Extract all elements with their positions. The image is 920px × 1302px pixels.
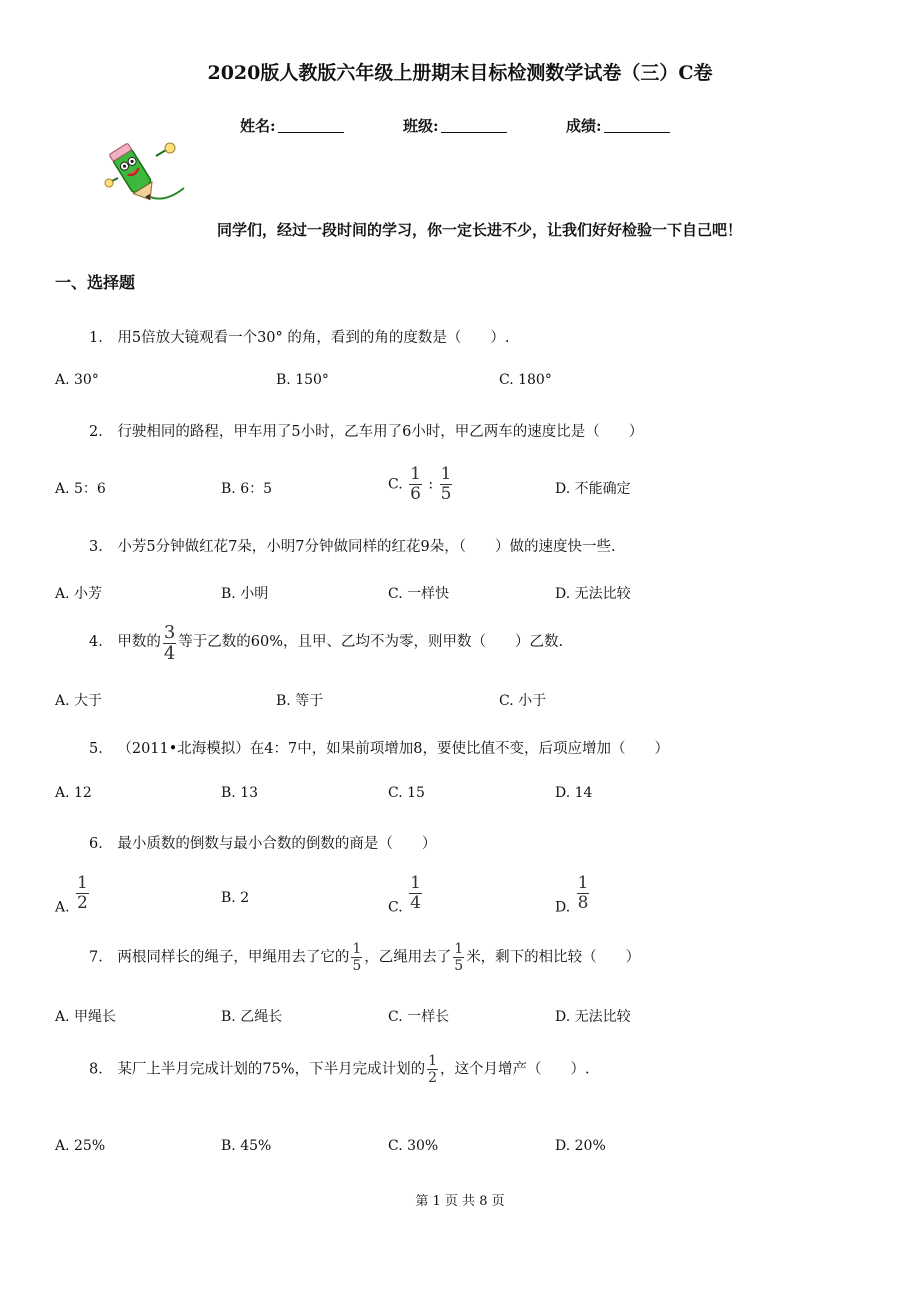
q7-option-d[interactable]: D. 无法比较 — [555, 1009, 631, 1025]
q6-option-d[interactable] — [555, 875, 591, 916]
q3-option-b[interactable]: B. 小明 — [221, 586, 269, 602]
name-field — [240, 115, 344, 136]
q6-option-b[interactable]: B. 2 — [221, 890, 250, 906]
question-text: 用5倍放大镜观看一个30° 的角，看到的角的度数是（ ）. — [117, 330, 510, 346]
name-label: 姓名: — [240, 117, 276, 135]
question-text: 米，剩下的相比较（ ） — [466, 949, 641, 966]
q4-option-b[interactable]: B. 等于 — [276, 693, 324, 709]
q7-option-c[interactable]: C. 一样长 — [388, 1009, 450, 1025]
q8-option-a[interactable]: A. 25% — [55, 1138, 106, 1154]
question-number: 3． — [89, 539, 113, 555]
q4-option-a[interactable]: A. 大于 — [55, 693, 103, 709]
q1-option-c[interactable]: C. 180° — [499, 372, 552, 388]
fraction: $\frac{1}{2}$ — [77, 873, 88, 913]
question-text: 某厂上半月完成计划的75%，下半月完成计划的 — [117, 1061, 426, 1078]
option-label: D. — [555, 899, 571, 916]
question-text: ，这个月增产（ ）. — [440, 1061, 590, 1078]
q6-option-a[interactable] — [55, 875, 91, 916]
fraction: $\frac{1}{5}$ — [454, 941, 464, 974]
fraction: $\frac{1}{6}$ — [410, 464, 421, 504]
question-2 — [89, 420, 643, 441]
section-heading-choice: 一、选择题 — [55, 273, 136, 292]
question-text: ，乙绳用去了 — [364, 949, 452, 966]
question-text: 行驶相同的路程，甲车用了5小时，乙车用了6小时，甲乙两车的速度比是（ ） — [117, 424, 644, 440]
question-number: 1． — [89, 330, 113, 346]
q3-option-c[interactable]: C. 一样快 — [388, 586, 450, 602]
name-blank[interactable] — [278, 117, 344, 133]
question-number: 8． — [89, 1061, 113, 1078]
question-number: 2． — [89, 424, 113, 440]
option-label: A. — [55, 899, 70, 916]
q5-option-a[interactable]: A. 12 — [55, 785, 92, 801]
q2-option-a[interactable]: A. 5：6 — [55, 481, 106, 497]
fraction: $\frac{3}{4}$ — [163, 622, 176, 664]
score-field — [566, 115, 670, 136]
q1-option-b[interactable]: B. 150° — [276, 372, 329, 388]
q5-option-c[interactable]: C. 15 — [388, 785, 425, 801]
pencil-mascot-icon — [104, 138, 188, 206]
q8-option-c[interactable]: C. 30% — [388, 1138, 439, 1154]
question-7 — [89, 942, 640, 973]
q4-option-c[interactable]: C. 小于 — [499, 693, 547, 709]
question-text: 小芳5分钟做红花7朵，小明7分钟做同样的红花9朵，（ ）做的速度快一些. — [117, 539, 616, 555]
class-label: 班级: — [403, 117, 439, 135]
q5-option-b[interactable]: B. 13 — [221, 785, 259, 801]
question-5 — [89, 737, 669, 758]
fraction: $\frac{1}{5}$ — [440, 464, 452, 504]
question-number: 5． — [89, 741, 113, 757]
question-text: 两根同样长的绳子，甲绳用去了它的 — [117, 949, 350, 966]
q7-option-a[interactable]: A. 甲绳长 — [55, 1009, 117, 1025]
page-footer: 第 1 页 共 8 页 — [415, 1194, 505, 1209]
question-number: 4． — [89, 634, 113, 650]
question-text: 最小质数的倒数与最小合数的倒数的商是（ ） — [117, 836, 437, 852]
question-text: 等于乙数的60%，且甲、乙均不为零，则甲数（ ）乙数. — [178, 634, 564, 650]
score-blank[interactable] — [604, 117, 670, 133]
fraction: $\frac{1}{4}$ — [410, 873, 421, 913]
q3-option-d[interactable]: D. 无法比较 — [555, 586, 631, 602]
colon: : — [428, 476, 434, 493]
fraction: $\frac{1}{5}$ — [352, 941, 362, 974]
q8-option-b[interactable]: B. 45% — [221, 1138, 272, 1154]
question-4 — [89, 624, 563, 663]
q2-option-d[interactable]: D. 不能确定 — [555, 481, 631, 497]
q7-option-b[interactable]: B. 乙绳长 — [221, 1009, 283, 1025]
q1-option-a[interactable]: A. 30° — [55, 372, 99, 388]
q3-option-a[interactable]: A. 小芳 — [55, 586, 103, 602]
page-title: 2020版人教版六年级上册期末目标检测数学试卷（三）C卷 — [207, 62, 713, 84]
score-label: 成绩: — [566, 117, 602, 135]
q5-option-d[interactable]: D. 14 — [555, 785, 593, 801]
q2-option-b[interactable]: B. 6：5 — [221, 481, 273, 497]
question-text: （2011•北海模拟）在4：7中，如果前项增加8，要使比值不变，后项应增加（ ） — [117, 741, 669, 757]
question-8 — [89, 1054, 590, 1085]
class-blank[interactable] — [441, 117, 507, 133]
class-field — [403, 115, 507, 136]
q6-option-c[interactable] — [388, 875, 424, 916]
question-number: 6． — [89, 836, 113, 852]
question-number: 7． — [89, 949, 113, 966]
question-3 — [89, 535, 616, 556]
q2-option-c[interactable] — [388, 466, 454, 503]
q8-option-d[interactable]: D. 20% — [555, 1138, 606, 1154]
fraction: $\frac{1}{8}$ — [577, 873, 589, 913]
option-label: C. — [388, 899, 403, 916]
option-label: C. — [388, 476, 403, 493]
question-text: 甲数的 — [117, 634, 161, 650]
question-1 — [89, 326, 510, 347]
intro-text: 同学们，经过一段时间的学习，你一定长进不少，让我们好好检验一下自己吧！ — [217, 221, 743, 239]
fraction: $\frac{1}{2}$ — [428, 1053, 437, 1086]
question-6 — [89, 832, 436, 853]
